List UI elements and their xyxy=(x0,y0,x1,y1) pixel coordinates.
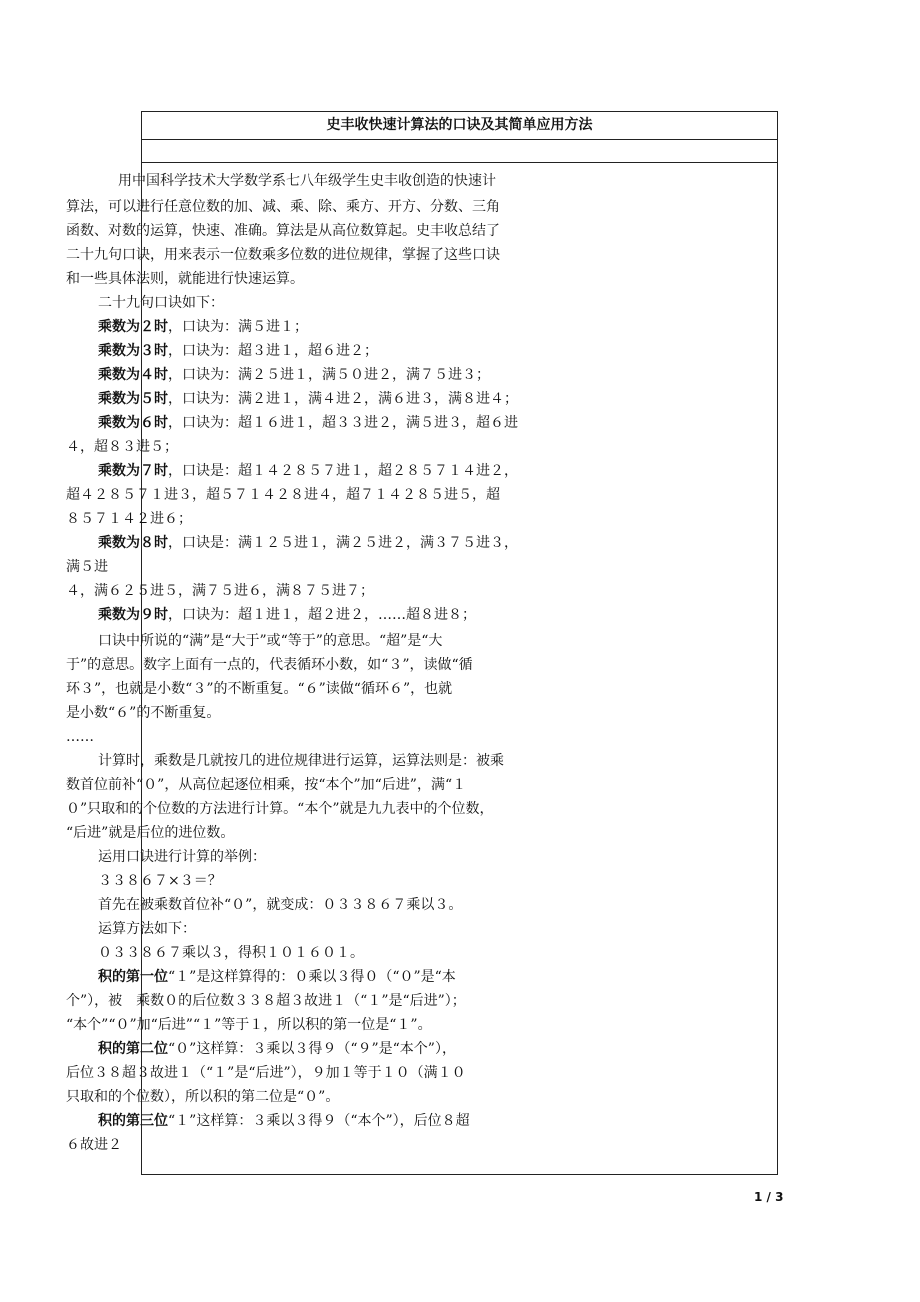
document-table xyxy=(66,111,778,1175)
empty-row xyxy=(142,140,777,163)
text-line xyxy=(98,459,735,483)
text-line xyxy=(66,653,703,677)
line-text: 环３”，也就是小数“３”的不断重复。“６”读做“循环６”，也就 xyxy=(66,681,453,697)
line-text: 运用口诀进行计算的举例： xyxy=(98,849,266,865)
text-line xyxy=(66,701,703,725)
line-text: ，口诀为：满２５进１，满５０进２，满７５进３； xyxy=(168,367,490,383)
line-text: ，口诀为：满５进１； xyxy=(168,319,308,335)
line-text: 运算方法如下： xyxy=(98,921,196,937)
text-line xyxy=(118,169,755,193)
text-line xyxy=(66,483,703,507)
bold-label: 积的第二位 xyxy=(98,1041,168,1057)
text-line xyxy=(66,1133,703,1157)
text-line xyxy=(98,387,735,411)
line-text: ０３３８６７乘以３，得积１０１６０１。 xyxy=(98,945,364,961)
document-title: 史丰收快速计算法的口诀及其简单应用方法 xyxy=(142,112,777,140)
line-text: 函数、对数的运算，快速、准确。算法是从高位数算起。史丰收总结了 xyxy=(66,223,500,239)
text-line xyxy=(66,1013,703,1037)
line-text: 二十九句口诀如下： xyxy=(98,295,224,311)
line-text: ３３８６７×３＝？ xyxy=(98,873,222,889)
bold-label: 乘数为８时 xyxy=(98,535,168,551)
bold-label: 乘数为７时 xyxy=(98,463,168,479)
text-line xyxy=(66,555,703,579)
bold-label: 乘数为６时 xyxy=(98,415,168,431)
text-line xyxy=(98,531,735,555)
text-line xyxy=(66,267,703,291)
line-text: “１”这样算：３乘以３得９（“本个”），后位８超 xyxy=(168,1113,470,1129)
text-line xyxy=(66,677,703,701)
text-line xyxy=(98,965,735,989)
line-text: 数首位前补“０”，从高位起逐位相乘，按“本个”加“后进”，满“１ xyxy=(66,777,467,793)
bold-label: 乘数为４时 xyxy=(98,367,168,383)
line-text: 是小数“６”的不断重复。 xyxy=(66,705,221,721)
line-text: 于”的意思。数字上面有一点的，代表循环小数，如“３”，读做“循 xyxy=(66,657,473,673)
line-text: 首先在被乘数首位补“０”，就变成：０３３８６７乘以３。 xyxy=(98,897,463,913)
line-text: 和一些具体法则，就能进行快速运算。 xyxy=(66,271,304,287)
text-line xyxy=(98,411,735,435)
text-line xyxy=(98,845,735,869)
text-line xyxy=(66,725,703,749)
text-line xyxy=(98,363,735,387)
text-line xyxy=(98,893,735,917)
text-line xyxy=(66,1061,703,1085)
line-text: ，口诀是：超１４２８５７进１，超２８５７１４进２， xyxy=(168,463,518,479)
text-line xyxy=(98,941,735,965)
line-text: 二十九句口诀，用来表示一位数乘多位数的进位规律，掌握了这些口诀 xyxy=(66,247,500,263)
line-text: “本个”“０”加“后进”“１”等于１，所以积的第一位是“１”。 xyxy=(66,1017,432,1033)
bold-label: 乘数为３时 xyxy=(98,343,168,359)
text-line xyxy=(66,1085,703,1109)
text-line xyxy=(66,821,703,845)
bold-label: 积的第一位 xyxy=(98,969,168,985)
bold-label: 乘数为５时 xyxy=(98,391,168,407)
line-text: ，口诀是：满１２５进１，满２５进２，满３７５进３， xyxy=(168,535,518,551)
line-text: ６故进２ xyxy=(66,1137,122,1153)
line-text: 计算时，乘数是几就按几的进位规律进行运算，运算法则是：被乘 xyxy=(98,753,504,769)
text-line xyxy=(98,1037,735,1061)
text-line xyxy=(66,773,703,797)
line-text: ，口诀为：满２进１，满４进２，满６进３，满８进４； xyxy=(168,391,518,407)
line-text: ４，满６２５进５，满７５进６，满８７５进７； xyxy=(66,583,374,599)
text-line xyxy=(66,989,703,1013)
line-text: 后位３８超３故进１（“１”是“后进”），９加１等于１０（满１０ xyxy=(66,1065,466,1081)
line-text: 只取和的个位数），所以积的第二位是“０”。 xyxy=(66,1089,340,1105)
line-text: 个”），被 乘数０的后位数３３８超３故进１（“１”是“后进”）； xyxy=(66,993,466,1009)
text-line xyxy=(98,315,735,339)
line-text: 满５进 xyxy=(66,559,108,575)
text-line xyxy=(98,749,735,773)
line-text: ４，超８３进５； xyxy=(66,439,178,455)
line-text: “１”是这样算得的：０乘以３得０（“０”是“本 xyxy=(168,969,456,985)
bold-label: 乘数为９时 xyxy=(98,607,168,623)
line-text: “０”这样算：３乘以３得９（“９”是“本个”）， xyxy=(168,1041,456,1057)
bold-label: 积的第三位 xyxy=(98,1113,168,1129)
text-line xyxy=(66,579,703,603)
line-text: ０”只取和的个位数的方法进行计算。“本个”就是九九表中的个位数， xyxy=(66,801,494,817)
text-line xyxy=(66,435,703,459)
line-text: ８５７１４２进６； xyxy=(66,511,192,527)
text-line xyxy=(66,797,703,821)
text-line xyxy=(66,507,703,531)
text-line xyxy=(66,219,703,243)
bold-label: 乘数为２时 xyxy=(98,319,168,335)
line-text: 算法，可以进行任意位数的加、减、乘、除、乘方、开方、分数、三角 xyxy=(66,199,500,215)
text-line xyxy=(98,869,735,893)
text-line xyxy=(66,243,703,267)
line-text: 用中国科学技术大学数学系七八年级学生史丰收创造的快速计 xyxy=(118,173,496,189)
text-line xyxy=(98,917,735,941)
line-text: ，口诀为：超１６进１，超３３进２，满５进３，超６进 xyxy=(168,415,518,431)
text-line xyxy=(98,1109,735,1133)
text-line xyxy=(98,603,735,627)
line-text: 口诀中所说的“满”是“大于”或“等于”的意思。“超”是“大 xyxy=(98,633,443,649)
text-line xyxy=(98,339,735,363)
line-text: ，口诀为：超１进１，超２进２，……超８进８； xyxy=(168,607,476,623)
line-text: ，口诀为：超３进１，超６进２； xyxy=(168,343,378,359)
text-line xyxy=(98,291,735,315)
page-number: 1 / 3 xyxy=(754,1190,784,1204)
text-line xyxy=(98,629,735,653)
line-text: “后进”就是后位的进位数。 xyxy=(66,825,235,841)
line-text: 超４２８５７１进３，超５７１４２８进４，超７１４２８５进５，超 xyxy=(66,487,500,503)
line-text: …… xyxy=(66,729,94,745)
text-line xyxy=(66,195,703,219)
